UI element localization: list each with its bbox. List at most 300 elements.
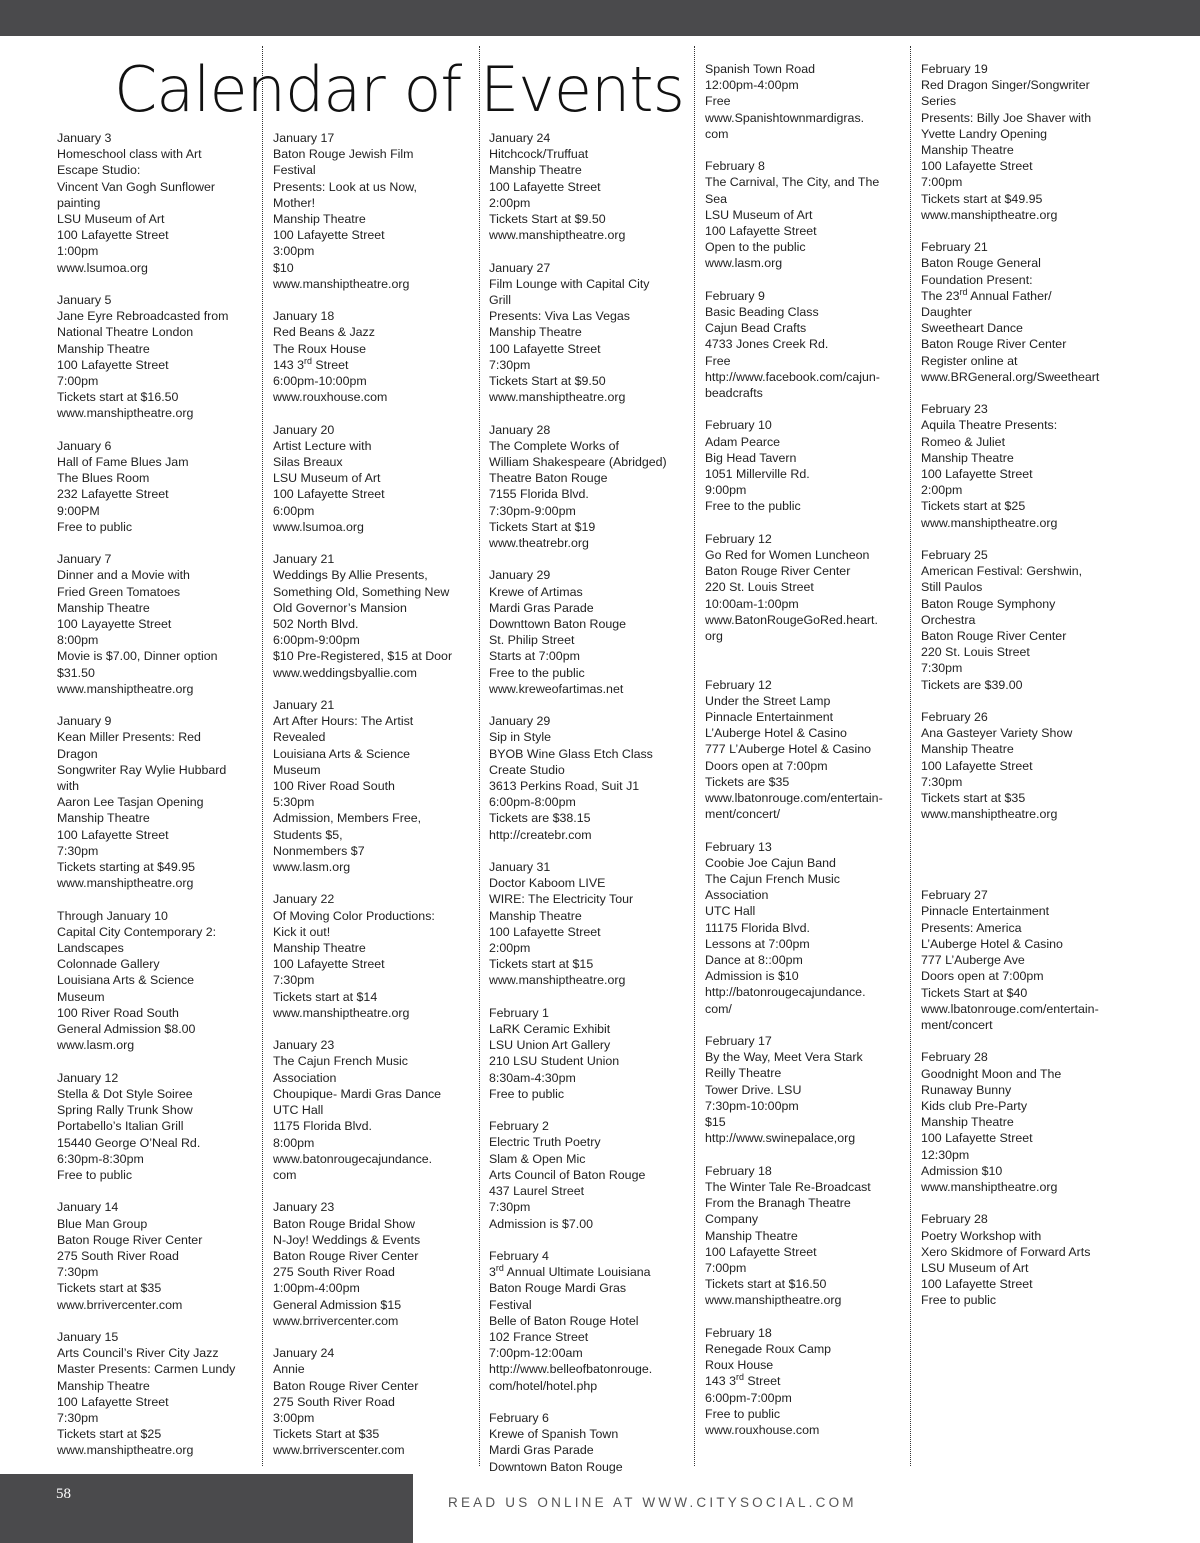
event-entry [273,1037,473,1183]
event-date: January 28 [489,422,551,437]
event-date: February 12 [705,677,772,692]
event-detail: Theatre Baton Rouge [489,471,608,486]
event-detail: 100 Lafayette Street [273,957,385,972]
event-date: February 18 [705,1163,772,1178]
event-detail: 100 Lafayette Street [921,467,1033,482]
event-detail: Free to public [489,1086,565,1101]
event-entry [489,1118,689,1231]
event-entry [489,260,689,406]
event-detail: $10 Pre-Registered, $15 at Door [273,649,453,664]
event-detail: 11175 Florida Blvd. [705,920,810,935]
event-detail: http://createbr.com [489,827,592,842]
event-detail: Free to public [57,1167,133,1182]
event-detail: Nonmembers $7 [273,843,365,858]
event-detail: www.manshiptheatre.org [489,390,626,405]
event-detail: The Complete Works of [489,438,619,453]
event-detail: www.manshiptheatre.org [921,807,1058,822]
event-date: February 19 [921,62,988,76]
event-detail: Reilly Theatre [705,1066,782,1081]
event-detail: Free [705,353,731,368]
event-detail: 100 Lafayette Street [489,179,601,194]
event-detail: Renegade Roux Camp [705,1341,832,1356]
event-detail: Downtown Baton Rouge [489,1459,623,1474]
event-detail: 3613 Perkins Road, Suit J1 [489,779,640,794]
event-entry [273,422,473,535]
event-detail: Association [273,1070,337,1085]
event-date: January 27 [489,260,551,275]
event-detail: Baton Rouge River Center [57,1232,203,1247]
event-detail: Manship Theatre [921,1115,1014,1130]
event-detail: Stella & Dot Style Soiree [57,1086,193,1101]
event-date: February 28 [921,1050,988,1065]
event-detail: Escape Studio: [57,163,141,178]
event-entry [705,531,905,661]
event-entry [57,1199,257,1312]
event-detail: 7:00pm [57,374,99,389]
event-detail: UTC Hall [273,1103,324,1118]
event-detail: Blue Man Group [57,1216,148,1231]
event-detail: Tickets start at $35 [57,1281,162,1296]
event-detail: Baton Rouge River Center [273,1248,419,1263]
event-detail: Aquila Theatre Presents: [921,418,1058,433]
event-detail: 100 Lafayette Street [705,1244,817,1259]
event-entry [489,422,689,552]
event-detail: Free to the public [489,665,585,680]
event-detail: BYOB Wine Glass Etch Class [489,746,653,761]
event-detail: Manship Theatre [705,1228,798,1243]
event-detail: Daughter [921,305,972,320]
event-detail [921,822,1121,838]
event-detail: 210 LSU Student Union [489,1054,620,1069]
event-detail: www.lasm.org [705,256,783,271]
event-detail: www.brrivercenter.com [273,1313,399,1328]
event-detail: L’Auberge Hotel & Casino [921,936,1063,951]
event-detail: com/ [705,1001,732,1016]
event-detail: http://www.facebook.com/cajun- [705,369,880,384]
event-detail: painting [57,195,101,210]
event-detail: Tickets start at $25 [921,499,1026,514]
event-detail: Baton Rouge Jewish Film [273,147,414,162]
event-detail: Portabello’s Italian Grill [57,1119,184,1134]
event-detail: 275 South River Road [57,1248,179,1263]
event-detail: 7:30pm [489,1200,531,1215]
event-detail: 100 Lafayette Street [273,228,385,243]
event-date: February 10 [705,418,772,433]
event-date: January 23 [273,1200,335,1215]
event-date: February 18 [705,1325,772,1340]
event-detail: 275 South River Road [273,1394,395,1409]
event-entry [705,288,905,401]
event-detail: Free to the public [705,499,801,514]
event-entry [489,1248,689,1394]
event-detail: 7:00pm-12:00am [489,1346,583,1361]
event-detail: Film Lounge with Capital City [489,276,650,291]
event-detail: Foundation Present: [921,272,1033,287]
event-detail: http://www.belleofbatonrouge. [489,1362,653,1377]
events-column-4 [705,61,905,1454]
event-detail: www.manshiptheatre.org [921,207,1058,222]
column-divider [262,46,263,1466]
event-detail: Register online at [921,353,1018,368]
event-detail: Songwriter Ray Wylie Hubbard [57,762,227,777]
event-date: Spanish Town Road [705,62,815,76]
event-detail: Homeschool class with Art [57,147,202,162]
event-detail: Sweetheart Dance [921,321,1023,336]
event-detail: Admission is $10 [705,969,799,984]
event-entry [273,697,473,875]
event-detail: www.BatonRougeGoRed.heart. [705,612,878,627]
event-detail: 100 Lafayette Street [921,1277,1033,1292]
event-detail: 100 Lafayette Street [921,758,1033,773]
event-detail: 1051 Millerville Rd. [705,467,810,482]
top-bar [0,0,1200,36]
event-detail: Association [705,888,769,903]
event-date: January 18 [273,309,335,324]
event-detail: Tickets Start at $19 [489,519,596,534]
event-detail: Weddings By Allie Presents, [273,568,428,583]
event-detail: Manship Theatre [489,163,582,178]
event-date: February 26 [921,710,988,725]
event-detail: Yvette Landry Opening [921,126,1048,141]
event-detail: www.theatrebr.org [489,536,589,551]
event-detail: Aaron Lee Tasjan Opening [57,795,204,810]
event-detail: The Cajun French Music [273,1054,408,1069]
event-detail: Colonnade Gallery [57,957,160,972]
event-entry [57,1070,257,1183]
event-detail: LSU Museum of Art [921,1260,1029,1275]
event-detail: 8:00pm [57,633,99,648]
event-detail: Ana Gasteyer Variety Show [921,726,1073,741]
event-detail: www.brrivercenter.com [57,1297,183,1312]
event-detail: Tickets start at $25 [57,1427,162,1442]
event-detail: Free to public [705,1406,781,1421]
event-detail: Tickets are $39.00 [921,677,1023,692]
event-detail: 100 Lafayette Street [57,228,169,243]
event-detail: Red Dragon Singer/Songwriter [921,78,1090,93]
event-detail: Something Old, Something New [273,584,450,599]
event-detail: Xero Skidmore of Forward Arts [921,1244,1091,1259]
event-detail: 3:00pm [273,1410,315,1425]
event-detail: LaRK Ceramic Exhibit [489,1022,611,1037]
event-detail: 7:30pm [273,973,315,988]
event-entry [705,1325,905,1438]
event-detail: 100 Lafayette Street [921,1131,1033,1146]
event-date: February 23 [921,402,988,417]
event-detail: 1:00pm [57,244,99,259]
event-detail: 7:30pm-10:00pm [705,1098,799,1113]
event-date: February 13 [705,839,772,854]
event-detail: Admission $10 [921,1163,1003,1178]
column-divider [479,46,480,1466]
event-detail: Presents: Viva Las Vegas [489,309,630,324]
event-detail: Landscapes [57,941,124,956]
event-entry [273,1345,473,1458]
event-detail: Festival [489,1297,532,1312]
event-detail: 100 Lafayette Street [705,224,817,239]
event-detail: Create Studio [489,762,565,777]
event-detail [705,644,905,660]
event-detail: National Theatre London [57,325,194,340]
event-date: January 15 [57,1329,119,1344]
event-detail: com [705,126,729,141]
event-detail: Manship Theatre [57,811,150,826]
event-detail [921,839,1121,855]
event-detail: Spring Rally Trunk Show [57,1103,193,1118]
event-detail: General Admission $8.00 [57,1022,196,1037]
event-entry [273,551,473,681]
event-date: January 6 [57,438,112,453]
event-detail: Cajun Bead Crafts [705,321,807,336]
event-entry [57,908,257,1054]
event-detail: Adam Pearce [705,434,781,449]
event-detail: 100 Lafayette Street [273,487,385,502]
event-detail: Baton Rouge General [921,256,1041,271]
event-detail: The Carnival, The City, and The [705,175,880,190]
event-detail: UTC Hall [705,904,756,919]
event-detail: 8:30am-4:30pm [489,1070,576,1085]
event-detail: Free [705,94,731,109]
event-detail: William Shakespeare (Abridged) [489,455,667,470]
event-detail: 6:00pm-7:00pm [705,1390,792,1405]
event-detail: 100 Lafayette Street [57,827,169,842]
event-detail: Admission is $7.00 [489,1216,593,1231]
event-detail: 8:00pm [273,1135,315,1150]
event-detail: Mardi Gras Parade [489,1443,594,1458]
event-detail: Jane Eyre Rebroadcasted from [57,309,229,324]
event-date: January 24 [273,1346,335,1361]
event-detail: Goodnight Moon and The [921,1066,1062,1081]
footer-website-text: READ US ONLINE AT WWW.CITYSOCIAL.COM [448,1495,857,1510]
event-entry [57,1329,257,1459]
event-date: February 2 [489,1119,549,1134]
event-detail: Tower Drive. LSU [705,1082,802,1097]
event-entry [705,677,905,823]
event-detail: 502 North Blvd. [273,617,359,632]
event-date: January 21 [273,552,335,567]
event-detail: 12:00pm-4:00pm [705,78,799,93]
event-detail: 6:30pm-8:30pm [57,1151,144,1166]
event-detail: Dance at 8::00pm [705,953,803,968]
event-detail: 7:30pm [57,1410,99,1425]
event-detail: Master Presents: Carmen Lundy [57,1362,236,1377]
event-entry [705,1033,905,1146]
event-entry [273,1199,473,1329]
event-entry [273,891,473,1021]
event-detail: ment/concert [921,1017,993,1032]
event-detail: www.manshiptheatre.org [921,515,1058,530]
event-detail: Baton Rouge River Center [921,629,1067,644]
page-title: Calendar of Events [114,53,684,126]
event-detail: www.manshiptheatre.org [57,876,194,891]
event-detail: 7155 Florida Blvd. [489,487,589,502]
event-detail: 9:00PM [57,503,100,518]
event-detail: www.lbatonrouge.com/entertain- [921,1001,1099,1016]
event-detail: Tickets start at $15 [489,957,594,972]
event-detail: Tickets are $38.15 [489,811,591,826]
event-date: February 17 [705,1034,772,1049]
event-date: January 14 [57,1200,119,1215]
event-detail: Baton Rouge Mardi Gras [489,1281,627,1296]
event-detail: 100 Layayette Street [57,617,172,632]
event-detail: Tickets start at $14 [273,989,378,1004]
event-detail: www.lasm.org [273,860,351,875]
event-entry [57,130,257,276]
event-detail: Mardi Gras Parade [489,600,594,615]
event-detail: Starts at 7:00pm [489,649,580,664]
events-column-5 [921,61,1121,1325]
event-detail: The Cajun French Music [705,872,840,887]
event-detail [921,855,1121,871]
event-date: January 12 [57,1070,119,1085]
footer-bar [0,1474,413,1543]
event-detail: Basic Beading Class [705,305,819,320]
event-detail: 1:00pm-4:00pm [273,1281,360,1296]
event-detail: Grill [489,293,512,308]
event-entry [57,551,257,697]
event-detail: Baton Rouge Symphony [921,596,1056,611]
event-entry [489,1410,689,1475]
events-column-3 [489,130,689,1491]
event-date: February 12 [705,531,772,546]
event-detail: www.rouxhouse.com [705,1422,820,1437]
event-detail: 143 3rd Street [273,355,349,372]
event-detail: www.manshiptheatre.org [489,973,626,988]
event-date: February 27 [921,888,988,903]
event-detail: 2:00pm [921,483,963,498]
event-detail: Tickets start at $35 [921,791,1026,806]
event-detail: By the Way, Meet Vera Stark [705,1050,863,1065]
event-detail: 2:00pm [489,195,531,210]
event-detail: Tickets Start at $9.50 [489,374,606,389]
event-detail: www.lsumoa.org [273,519,364,534]
event-date: January 24 [489,131,551,145]
event-entry [57,292,257,422]
event-detail: http://batonrougecajundance. [705,985,866,1000]
event-date: February 9 [705,288,765,303]
event-detail: Capital City Contemporary 2: [57,924,217,939]
event-entry [921,887,1121,1033]
event-detail: 232 Lafayette Street [57,487,169,502]
event-detail: Baton Rouge River Center [273,1378,419,1393]
event-date: January 21 [273,698,335,713]
event-detail: LSU Union Art Gallery [489,1038,611,1053]
event-entry [57,713,257,891]
event-detail: Red Beans & Jazz [273,325,375,340]
event-detail: 9:00pm [705,483,747,498]
event-detail: General Admission $15 [273,1297,402,1312]
event-detail: Company [705,1212,759,1227]
event-detail: Silas Breaux [273,455,343,470]
event-detail: Lessons at 7:00pm [705,936,810,951]
event-detail: 100 River Road South [57,1005,179,1020]
event-detail: Annie [273,1362,305,1377]
event-detail: Tickets start at $49.95 [921,191,1043,206]
event-detail: com [273,1167,297,1182]
event-detail: LSU Museum of Art [273,471,381,486]
event-detail: with [57,779,80,794]
event-detail: Belle of Baton Rouge Hotel [489,1313,639,1328]
event-detail: From the Branagh Theatre [705,1196,851,1211]
event-detail: Baton Rouge Bridal Show [273,1216,415,1231]
event-entry [489,130,689,243]
event-detail: www.Spanishtownmardigras. [705,110,865,125]
event-detail: 777 L’Auberge Ave [921,953,1025,968]
event-detail: Festival [273,163,316,178]
event-date: Through January 10 [57,908,168,923]
event-detail: 100 River Road South [273,779,395,794]
event-date: January 3 [57,131,112,145]
event-detail: www.manshiptheatre.org [273,1005,410,1020]
event-detail: Tickets Start at $9.50 [489,212,606,227]
event-detail: Museum [57,989,105,1004]
event-detail: Under the Street Lamp [705,693,831,708]
event-detail: 5:30pm [273,795,315,810]
event-detail: 6:00pm-10:00pm [273,374,367,389]
event-detail: Electric Truth Poetry [489,1135,601,1150]
event-detail: Vincent Van Gogh Sunflower [57,179,215,194]
event-detail: Presents: America [921,920,1022,935]
event-detail: www.batonrougecajundance. [273,1151,433,1166]
event-detail: American Festival: Gershwin, [921,564,1083,579]
event-detail: Baton Rouge River Center [705,564,851,579]
event-entry [489,1005,689,1102]
event-date: January 7 [57,552,112,567]
event-detail: Poetry Workshop with [921,1228,1042,1243]
event-detail: Pinnacle Entertainment [705,710,834,725]
event-detail: 220 St. Louis Street [921,645,1030,660]
event-detail: Manship Theatre [489,908,582,923]
event-detail: org [705,629,723,644]
event-detail: Art After Hours: The Artist [273,714,414,729]
event-entry [921,547,1121,693]
event-detail: 220 St. Louis Street [705,580,814,595]
event-detail: www.lsumoa.org [57,260,148,275]
event-detail: Open to the public [705,240,806,255]
event-detail: L’Auberge Hotel & Casino [705,726,847,741]
event-detail: 3:00pm [273,244,315,259]
event-date: January 23 [273,1038,335,1053]
event-detail: 2:00pm [489,941,531,956]
event-detail: 100 Lafayette Street [57,1394,169,1409]
event-detail: Big Head Tavern [705,450,797,465]
event-detail: Slam & Open Mic [489,1151,586,1166]
event-detail: Tickets start at $16.50 [57,390,179,405]
event-detail: Kean Miller Presents: Red [57,730,201,745]
event-entry [489,859,689,989]
event-detail: http://www.swinepalace,org [705,1131,856,1146]
event-detail: www.manshiptheatre.org [273,276,410,291]
event-detail: www.kreweofartimas.net [489,681,624,696]
event-detail: The 23rd Annual Father/ [921,286,1052,303]
event-detail: 143 3rd Street [705,1372,781,1389]
event-date: February 1 [489,1005,549,1020]
event-entry [273,130,473,292]
event-date: January 29 [489,714,551,729]
event-detail: Manship Theatre [57,341,150,356]
event-detail: 7:30pm [489,357,531,372]
event-date: January 31 [489,860,551,875]
event-detail: LSU Museum of Art [57,212,165,227]
event-detail: Manship Theatre [921,450,1014,465]
event-detail: Manship Theatre [57,1378,150,1393]
event-detail: N-Joy! Weddings & Events [273,1232,421,1247]
event-detail: www.manshiptheatre.org [489,228,626,243]
event-detail: Admission, Members Free, [273,811,422,826]
event-date: February 21 [921,240,988,255]
event-detail: Hitchcock/Truffuat [489,147,589,162]
event-detail: www.lbatonrouge.com/entertain- [705,791,883,806]
event-detail: 100 Lafayette Street [921,159,1033,174]
